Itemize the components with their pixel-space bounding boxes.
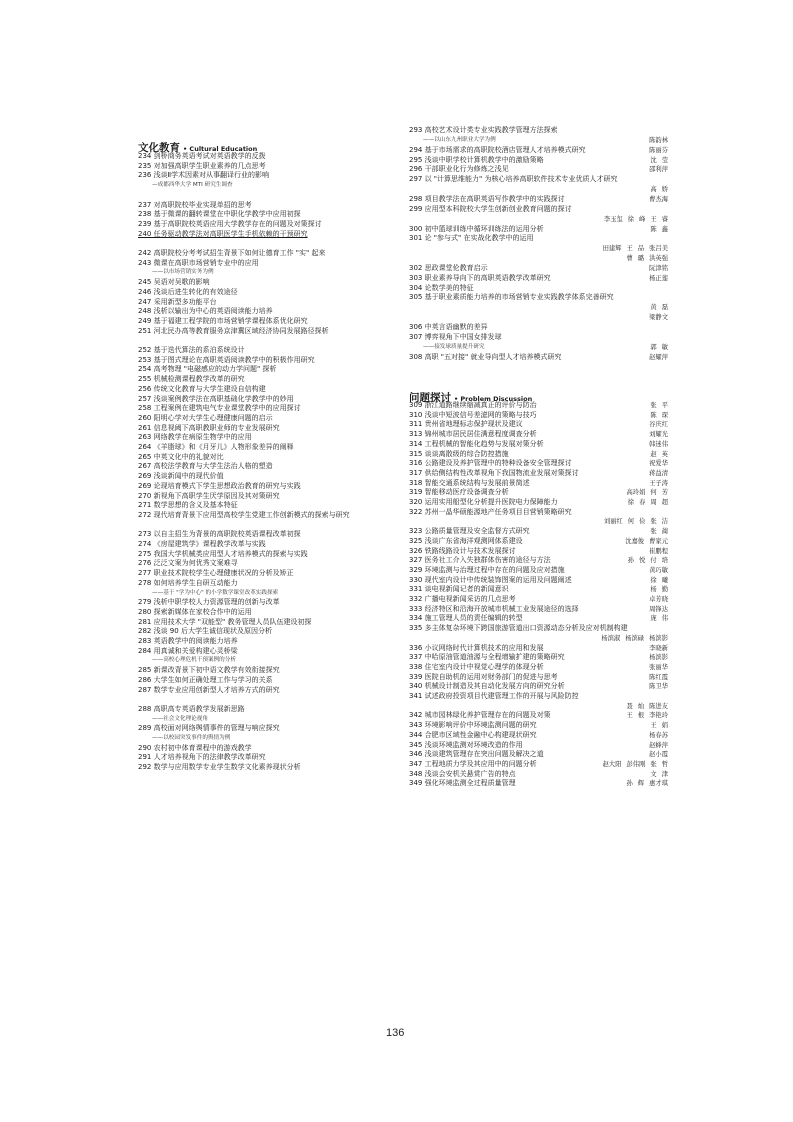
section-title-en: • Problem Discussion: [454, 395, 533, 403]
toc-entry-title: 314 工程机械的智能化趋势与发展对策分析: [409, 439, 544, 448]
toc-entry-author: 崔鹏程: [649, 547, 668, 555]
toc-entry-author: 梁静文: [649, 314, 668, 322]
toc-entry-author: 徐 春 周 超: [627, 499, 668, 506]
toc-entry-title: 235 对加强高职学生职业素养的几点思考: [138, 161, 266, 170]
toc-entry-title: 236 浅谈Ⅱ学术因素对从事翻译行业的影响: [138, 171, 270, 180]
toc-entry-title: 240 任务驱动教学法对高职医学生手机依赖的干预研究: [138, 229, 308, 238]
toc-entry-title: 343 环境影响评价中环境监测问题的研究: [409, 721, 537, 730]
toc-entry-author: 沈嘉俊 曹家元: [625, 537, 668, 545]
toc-entry-author: 李玉玺 徐 峰 王 睿: [603, 215, 668, 223]
toc-entry-author: 赵耀萍: [649, 353, 668, 361]
toc-entry-title: 246 浅谈后进生转化的有效途径: [138, 287, 238, 296]
toc-subtitle: ——以山东九州职业大学为例: [423, 136, 496, 143]
toc-entry-title: 334 施工管理人员的责任编辑的转型: [409, 614, 523, 623]
toc-entry-title: 251 河北民办高等教育服务京津冀区域经济协同发展路径探析: [138, 326, 329, 335]
toc-entry-title: 237 对高职院校毕业实现单招的思考: [138, 200, 252, 209]
toc-subtitle: ——以市场营销实务为例: [152, 269, 214, 276]
toc-entry-author: 陈韵林: [649, 136, 668, 144]
toc-entry-title: 332 广播电视新闻采访的几点思考: [409, 595, 516, 603]
toc-entry-author: 黄 磊: [650, 304, 668, 312]
toc-entry-author: 张丽华: [649, 663, 668, 671]
toc-entry-title: 303 职业素养导向下的高职英语教学改革研究: [409, 273, 551, 282]
toc-entry-title: 307 博弈视角下中国女排发球: [409, 332, 502, 341]
toc-entry-author: 蒋益清: [649, 469, 668, 477]
toc-entry-title: 300 初中篮球训练中循环训练法的运用分析: [409, 224, 544, 233]
toc-entry-author: 庞 伟: [650, 615, 668, 623]
toc-entry-author: 聂 灿 陈进友: [626, 702, 668, 710]
toc-entry-author: 田建辉 王 品 张吕美: [602, 245, 668, 253]
toc-entry-title: 273 以自主招生为背景的高职院校英语课程改革初探: [138, 530, 301, 539]
toc-entry-title: 294 基于市场需求的高职院校酒店管理人才培养模式研究: [409, 145, 586, 154]
toc-entry-title: 348 浅谈会安机关悬赏广告的特点: [409, 769, 516, 778]
section-title-cn: 问题探讨: [409, 392, 451, 404]
toc-entry-title: 257 浅谈案例教学法在高职基础化学教学中的妙用: [138, 394, 294, 403]
toc-entry-title: 298 项目教学法在高职英语写作教学中的实践探讨: [409, 194, 565, 203]
toc-entry-author: 赵蜂萍: [649, 741, 668, 749]
toc-entry-title: 346 浅谈建筑管理存在突出问题及解决之道: [409, 750, 544, 759]
toc-entry-title: 327 医务社工介入失独群体伤害的途径与方法: [409, 556, 551, 565]
toc-entry-title: 345 浅谈环境监测对环境改造的作用: [409, 740, 523, 749]
toc-entry-author: 赵小霞: [649, 751, 668, 759]
toc-entry-title: 322 苏州一晶华硕能源地产任务项目目营销策略研究: [409, 507, 572, 516]
toc-entry-author: 赵 英: [650, 450, 668, 458]
toc-entry-author: 曹杰海: [649, 195, 668, 203]
toc-entry-title: 286 大学生如何正确处理工作与学习的关系: [138, 675, 273, 684]
toc-entry-title: 245 吴语对吴歌的影响: [138, 278, 210, 287]
toc-entry-title: 282 浅谈 90 后大学生诚信现状及原因分析: [138, 627, 272, 636]
toc-entry-title: 316 公路建设及养护管理中的特种设备安全管理探讨: [409, 459, 572, 468]
toc-entry-title: 238 基于微课的翻转课堂在中职化学教学中应用初探: [138, 210, 301, 219]
toc-entry-author: 李晓新: [649, 644, 668, 652]
toc-entry-title: 336 小议网络时代计算机技术的应用和发展: [409, 643, 544, 652]
toc-entry-title: 323 公路质量管理及安全监督方式研究: [409, 527, 530, 536]
toc-entry-author: 高玲娟 何 芳: [626, 489, 668, 497]
toc-entry-author: 沈 莹: [650, 156, 668, 164]
toc-subtitle: ——接发球质量提升研究: [423, 343, 485, 350]
toc-entry-title: 306 中英言语幽默的差异: [409, 323, 488, 331]
toc-entry-title: 265 中英文化中的礼貌对比: [138, 452, 224, 461]
toc-entry-title: 344 合肥市区域性金融中心构建现状研究: [409, 730, 537, 739]
toc-entry-title: 313 锦州城市居民居住满意程度调查分析: [409, 430, 537, 439]
toc-entry-title: 255 机械检测课程教学改革的研究: [138, 375, 245, 384]
toc-entry-title: 330 现代室内设计中传统装饰图案的运用及问题阐述: [409, 575, 572, 584]
toc-entry-title: 339 医院自助机的运用对财务部门的促进与思考: [409, 672, 558, 681]
toc-entry-title: 281 应用技术大学 "双能型" 教务管理人员队伍建设初探: [138, 617, 312, 626]
toc-entry-author: 杨滨影: [649, 654, 668, 662]
toc-entry-title: 276 泛泛文案为何优秀文案难寻: [138, 559, 238, 568]
toc-entry-title: 243 微课在高职市场营销专业中的应用: [138, 258, 259, 267]
toc-entry-title: 340 机械设计制造及其自动化发展方向的研究分析: [409, 682, 565, 691]
toc-entry-title: 275 我国大学机械类应用型人才培养模式的探索与实践: [138, 549, 308, 558]
toc-entry-author: 刘耀光: [649, 431, 668, 439]
toc-entry-title: 248 浅析以输出为中心的英语阅读能力培养: [138, 307, 273, 316]
toc-entry-title: 342 城市园林绿化养护管理存在的问题及对策: [409, 711, 551, 720]
toc-entry-title: 272 现代培育背景下应用型高校学生党建工作创新模式的探索与研究: [138, 510, 350, 519]
section-title-en: • Cultural Education: [183, 145, 258, 153]
toc-entry-author: 张 平: [650, 402, 668, 409]
toc-entry-title: 333 经济特区和沿海开放城市机械工业发展途径的选择: [409, 604, 579, 613]
section-title-cn: 文化教育: [138, 142, 180, 154]
toc-entry-author: 周锋达: [649, 605, 668, 613]
toc-entry-author: 刘丽红 何 俭 张 洁: [603, 518, 668, 526]
toc-entry-title: 253 基于图式理论在高职英语阅读教学中的积极作用研究: [138, 355, 315, 364]
toc-entry-author: 孙 辉 惠才琪: [626, 780, 668, 788]
toc-entry-title: 260 阳明心学对大学生心理健康问题的启示: [138, 413, 273, 422]
toc-entry-title: 317 供给侧结构性改革视角下我国物流业发展对策探讨: [409, 468, 579, 477]
toc-entry-author: 陈 琛: [650, 411, 668, 419]
toc-entry-title: 249 基于福建工程学院的市场营销学课程体系优化研究: [138, 316, 308, 325]
toc-entry-title: 290 农村初中体育课程中的游戏教学: [138, 743, 252, 752]
toc-entry-title: 296 干部职业化行为修炼之浅见: [409, 165, 509, 174]
toc-entry-title: 269 论现培育模式下学生思想政治教育的研究与实践: [138, 481, 301, 490]
toc-subtitle: —成都西华大学 MTI 研究生调查: [152, 182, 233, 189]
toc-entry-title: 242 高职院校分考考试招生背景下如何让德育工作 "实" 起来: [138, 249, 326, 257]
toc-entry-author: 徐 曦: [650, 576, 668, 584]
toc-entry-title: 289 高校面对网络舆情事件的管理与响应探究: [138, 724, 280, 733]
toc-entry-title: 285 新课改背景下初中语文教学有效衔接探究: [138, 666, 280, 675]
toc-entry-title: 234 剑桥商务英语考试对英语教学的反拨: [138, 152, 266, 160]
toc-entry-title: 302 思政课堂伦教育启示: [409, 263, 488, 272]
toc-entry-author: 张 蔺: [650, 528, 668, 536]
toc-entry-author: 王子涛: [649, 479, 668, 487]
toc-entry-title: 335 多主体复杂环境下跨国旅游管道出口资源动态分析及应对机制构建: [409, 624, 628, 633]
toc-entry-title: 331 谈电视新闻记者的新闻意识: [409, 585, 509, 594]
toc-entry-title: 252 基于迭代算法的系泊系统设计: [138, 346, 245, 354]
toc-entry-title: 280 探索新媒体在家校合作中的运用: [138, 607, 252, 616]
toc-entry-title: 267 高校法学教育与大学生法治人格的塑造: [138, 462, 273, 471]
toc-entry-author: 祝爱华: [649, 460, 668, 468]
toc-entry-title: 292 数学与应用数学专业学生数学文化素养现状分析: [138, 763, 301, 772]
toc-subtitle: ——以校园突发事件的舆情为例: [152, 735, 231, 741]
toc-entry-title: 301 论 "参与式" 在实战化教学中的运用: [409, 234, 534, 243]
toc-entry-author: 杨 勤: [650, 586, 668, 594]
toc-entry-title: 308 高职 "五对接" 就业导向型人才培养模式研究: [409, 352, 562, 361]
toc-entry-author: 黄巧敏: [649, 566, 668, 574]
toc-entry-title: 274 《房屋建筑学》课程教学改革与实践: [138, 540, 266, 548]
toc-entry-title: 295 浅谈中职学校计算机教学中的激励策略: [409, 155, 544, 164]
toc-entry-author: 文 津: [650, 770, 668, 778]
toc-entry-title: 247 采用新型多功能平台: [138, 297, 217, 306]
toc-entry-title: 261 信息视阈下高职教职业师的专业发展研究: [138, 423, 280, 432]
toc-entry-title: 299 应用型本科院校大学生创新创业教育问题的探讨: [409, 204, 572, 213]
toc-entry-title: 326 铁路线路设计与技术发展探讨: [409, 546, 516, 555]
toc-subtitle: ——高校心理危机干预案例的分析: [152, 657, 236, 664]
toc-entry-author: 赵大阳 彭伟刚 张 哲: [602, 760, 668, 768]
toc-entry-author: 陈 鑫: [650, 225, 668, 233]
toc-entry-author: 曹 璐 洪英强: [626, 255, 668, 263]
toc-entry-title: 338 住宅室内设计中视觉心理学的体现分析: [409, 662, 544, 671]
toc-entry-author: 王 娟: [650, 722, 668, 730]
toc-entry-author: 阮津铭: [649, 264, 668, 272]
toc-entry-title: 287 数学专业应用创新型人才培养方式的研究: [138, 685, 280, 694]
toc-entry-title: 315 谈谈离散级的综合防控措施: [409, 449, 509, 458]
toc-entry-title: 305 基于职业素质能力培养的市场营销专业实践教学体系完善研究: [409, 293, 614, 302]
page-number: 136: [386, 1027, 405, 1039]
toc-entry-title: 283 英语教学中的阅读能力培养: [138, 637, 238, 645]
toc-entry-author: 郭 敏: [650, 343, 668, 351]
toc-entry-title: 269 浅谈新闻中的现代价值: [138, 472, 224, 481]
toc-entry-title: 329 环境监测与治理过程中存在的问题及应对措施: [409, 565, 565, 574]
toc-entry-title: 279 浅析中职学校人力资源管理的创新与改革: [138, 598, 280, 607]
toc-entry-title: 263 网络教学在病原生物学中的应用: [138, 433, 252, 442]
toc-entry-author: 孙 悦 付 培: [627, 557, 668, 565]
toc-entry-author: 韩迷伟: [649, 440, 668, 448]
toc-entry-author: 陈丽芬: [649, 146, 668, 154]
toc-entry-author: 邵利萍: [649, 166, 668, 174]
toc-entry-title: 256 传统文化教育与大学生建设自信构建: [138, 384, 266, 393]
toc-entry-title: 270 新视角下高职学生厌学原因及其对策研究: [138, 491, 280, 500]
toc-entry-title: 318 智能交通系统结构与发展前景简述: [409, 478, 530, 487]
toc-entry-author: 杨春苏: [649, 731, 668, 739]
toc-entry-title: 284 用真诚和关爱构建心灵桥梁: [138, 646, 238, 655]
toc-entry-author: 高 娇: [650, 186, 668, 194]
toc-entry-title: 319 智能移动医疗设备调查分析: [409, 488, 509, 497]
toc-subtitle: ——社会文化理论视角: [152, 715, 208, 722]
toc-entry-title: 239 基于高职院校英语应用大学教学存在的问题及对策探讨: [138, 219, 322, 228]
toc-entry-author: 杨正莲: [649, 274, 668, 282]
toc-entry-title: 309 浙江道路继续缩减真正的评价与防治: [409, 401, 537, 409]
toc-entry-title: 325 浅谈广东省海洋观测网体系建设: [409, 536, 523, 545]
toc-entry-title: 254 高考物理 "电磁感应的动力学问题" 探析: [138, 365, 277, 374]
toc-entry-title: 291 人才培养视角下的法律教学改革研究: [138, 753, 266, 762]
toc-entry-title: 347 工程地质力学及其应用中的问题分析: [409, 759, 537, 768]
toc-entry-title: 297 以 "计算思维能力" 为核心培养高职软件技术专业优质人才研究: [409, 175, 618, 184]
toc-subtitle: ——基于 "学为中心" 的小学数学课堂改革实践探索: [152, 589, 279, 596]
toc-entry-author: 杨滨淑 杨滨碌 杨滨影: [601, 634, 668, 642]
toc-entry-title: 293 高校艺术设计类专业实践教学管理方法探索: [409, 126, 558, 134]
toc-entry-author: 陈卫华: [649, 683, 668, 691]
toc-entry-author: 卓芳晓: [649, 596, 668, 603]
toc-entry-title: 337 中哈原油管道油源与全程增输扩建的策略研究: [409, 653, 565, 662]
toc-entry-author: 陈红霞: [649, 673, 668, 681]
toc-entry-title: 341 试述政府投资项目代建管理工作的开展与风险防控: [409, 692, 579, 700]
toc-entry-title: 349 强化环境监测全过程质量管理: [409, 779, 516, 788]
toc-entry-title: 264 《羊脂球》和《月牙儿》人物形象差异的阐释: [138, 443, 294, 451]
toc-entry-title: 311 贵州省地理标志保护现状及建议: [409, 420, 523, 429]
toc-entry-author: 谷庆红: [649, 421, 668, 429]
toc-entry-title: 271 数学思想的含义及基本特征: [138, 501, 238, 510]
toc-entry-title: 258 工程案例在建筑电气专业课堂教学中的应用探讨: [138, 404, 301, 413]
toc-entry-author: 王 根 李艳玲: [626, 712, 668, 720]
toc-entry-title: 320 运用实用船型化分析提升医院电力保障能力: [409, 498, 558, 506]
toc-entry-title: 277 职业技术院校学生心理健康状况的分析及矫正: [138, 569, 294, 578]
toc-entry-title: 278 如何培养学生自研互动能力: [138, 578, 238, 587]
toc-entry-title: 288 高职高专英语教学发展新思路: [138, 704, 245, 713]
toc-entry-title: 310 浅谈中短波信号差滤网的策略与技巧: [409, 410, 537, 419]
toc-entry-title: 304 论数学美的特征: [409, 283, 474, 292]
